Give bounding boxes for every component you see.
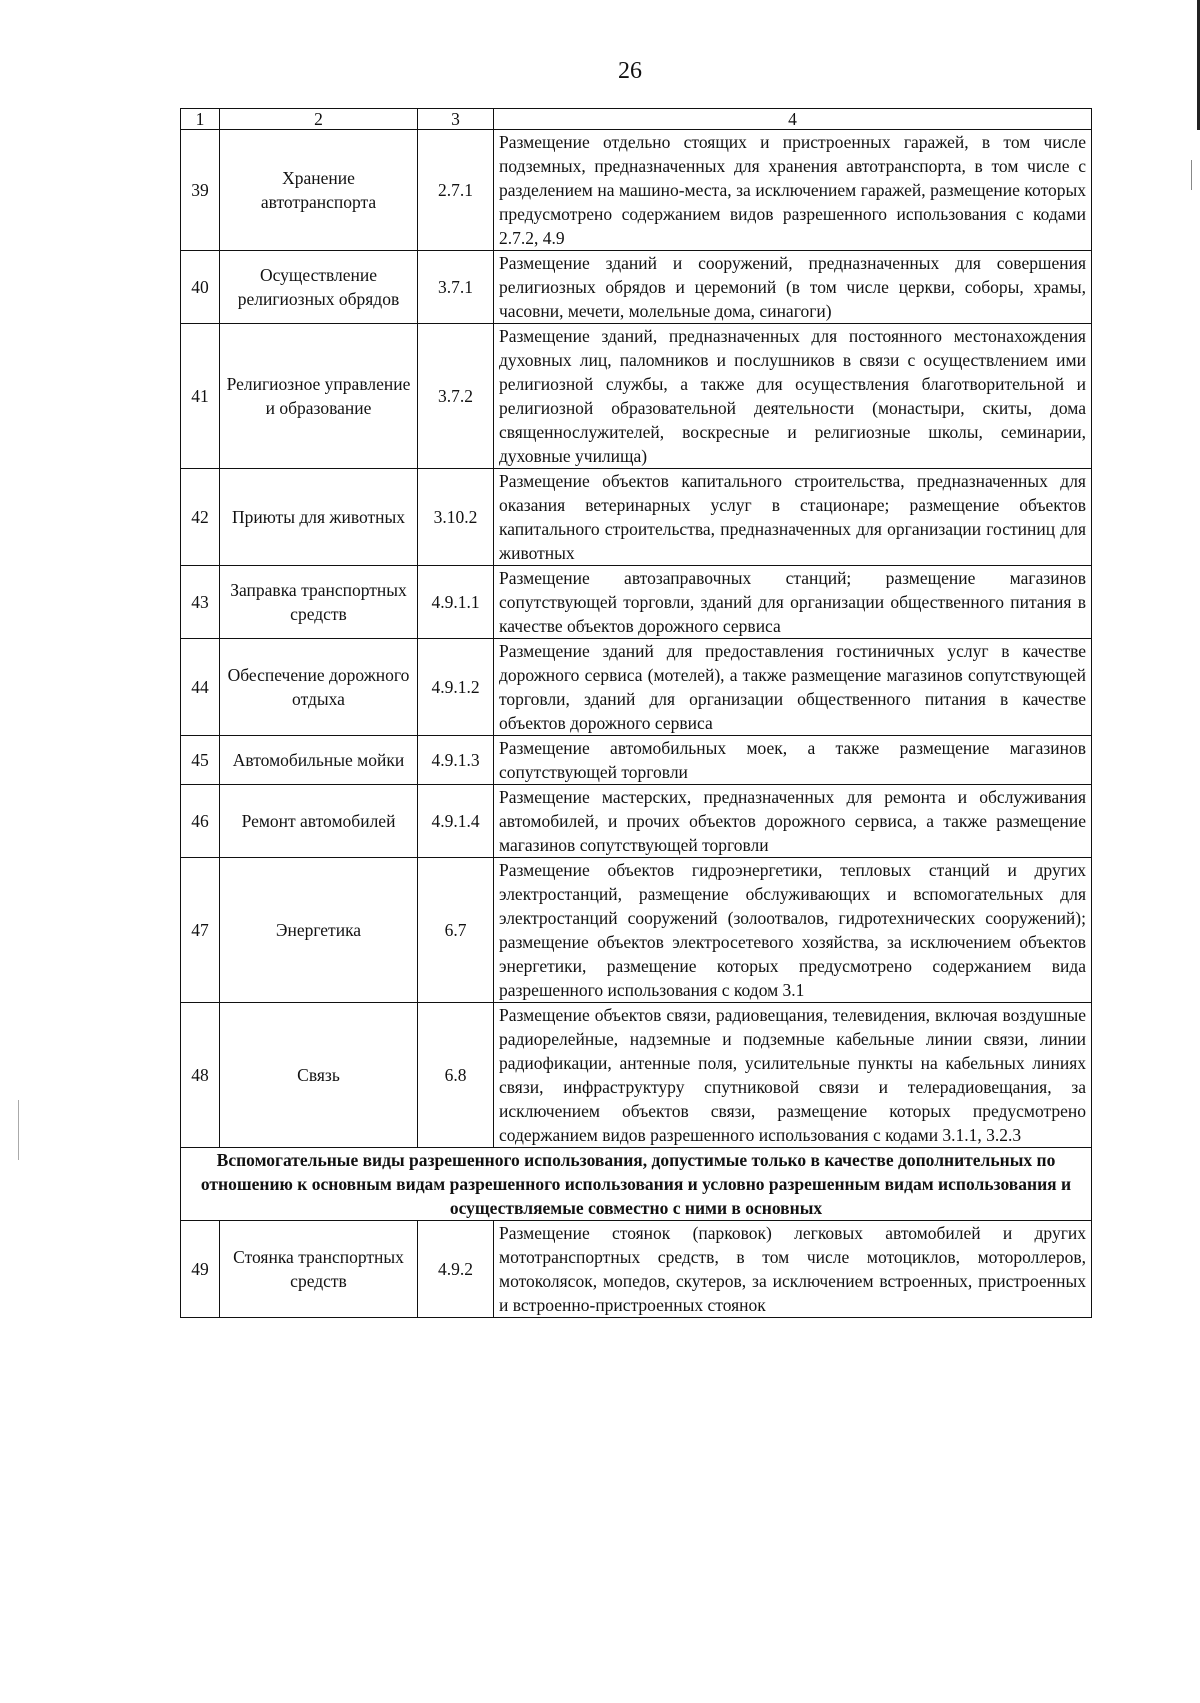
use-description-cell: Размещение отдельно стоящих и пристроенных гаражей, в том числе подземных, предназначенных для хранения автотранспорта, в том числе с разделением на машино-места, за исключением гаражей, размещение которых предусмотрено содержанием видов разрешенного использования с кодами 2.7.2, 4.9	[494, 130, 1092, 251]
row-number-cell: 47	[181, 858, 220, 1003]
land-use-table-wrapper	[180, 108, 1092, 1318]
use-code-cell: 4.9.1.1	[418, 566, 494, 639]
use-description-cell: Размещение объектов капитального строительства, предназначенных для оказания ветеринарных услуг в стационаре; размещение объектов капитального строительства, предназначенных для организации гостиниц для животных	[494, 469, 1092, 566]
header-cell-2: 2	[220, 109, 418, 130]
header-cell-3: 3	[418, 109, 494, 130]
use-description-cell: Размещение зданий для предоставления гостиничных услуг в качестве дорожного сервиса (мотелей), а также размещение магазинов сопутствующей торговли, зданий для организации общественного питания в качестве объектов дорожного сервиса	[494, 639, 1092, 736]
use-type-name-cell: Ремонт автомобилей	[220, 785, 418, 858]
use-code-cell: 2.7.1	[418, 130, 494, 251]
use-description-cell: Размещение зданий и сооружений, предназначенных для совершения религиозных обрядов и церемоний (в том числе церкви, соборы, храмы, часовни, мечети, молельные дома, синагоги)	[494, 251, 1092, 324]
table-row	[181, 785, 1092, 858]
row-number-cell: 39	[181, 130, 220, 251]
use-code-cell: 3.10.2	[418, 469, 494, 566]
table-row	[181, 130, 1092, 251]
page-number: 26	[618, 58, 642, 84]
table-row	[181, 251, 1092, 324]
row-number-cell: 41	[181, 324, 220, 469]
use-description-cell: Размещение автозаправочных станций; размещение магазинов сопутствующей торговли, зданий для организации общественного питания в качестве объектов дорожного сервиса	[494, 566, 1092, 639]
table-row	[181, 324, 1092, 469]
use-type-name-cell: Осуществление религиозных обрядов	[220, 251, 418, 324]
table-header-row	[181, 109, 1092, 130]
header-cell-1: 1	[181, 109, 220, 130]
row-number-cell: 42	[181, 469, 220, 566]
table-row	[181, 639, 1092, 736]
use-type-name-cell: Приюты для животных	[220, 469, 418, 566]
use-type-name-cell: Обеспечение дорожного отдыха	[220, 639, 418, 736]
row-number-cell: 49	[181, 1221, 220, 1318]
table-row	[181, 469, 1092, 566]
use-code-cell: 3.7.1	[418, 251, 494, 324]
row-number-cell: 46	[181, 785, 220, 858]
use-description-cell: Размещение мастерских, предназначенных для ремонта и обслуживания автомобилей, и прочих объектов дорожного сервиса, а также размещение магазинов сопутствующей торговли	[494, 785, 1092, 858]
use-type-name-cell: Автомобильные мойки	[220, 736, 418, 785]
scan-edge-mark-small	[1191, 160, 1192, 190]
row-number-cell: 40	[181, 251, 220, 324]
use-description-cell: Размещение объектов связи, радиовещания, телевидения, включая воздушные радиорелейные, надземные и подземные кабельные линии связи, линии радиофикации, антенные поля, усилительные пункты на кабельных линиях связи, инфраструктуру спутниковой связи и телерадиовещания, за исключением объектов связи, размещение которых предусмотрено содержанием видов разрешенного использования с кодами 3.1.1, 3.2.3	[494, 1003, 1092, 1148]
row-number-cell: 48	[181, 1003, 220, 1148]
use-code-cell: 3.7.2	[418, 324, 494, 469]
row-number-cell: 44	[181, 639, 220, 736]
use-type-name-cell: Энергетика	[220, 858, 418, 1003]
header-cell-4: 4	[494, 109, 1092, 130]
use-code-cell: 4.9.1.3	[418, 736, 494, 785]
use-type-name-cell: Хранение автотранспорта	[220, 130, 418, 251]
row-number-cell: 43	[181, 566, 220, 639]
use-type-name-cell: Стоянка транспортных средств	[220, 1221, 418, 1318]
use-description-cell: Размещение объектов гидроэнергетики, тепловых станций и других электростанций, размещение обслуживающих и вспомогательных для электростанций сооружений (золоотвалов, гидротехнических сооружений); размещение объектов электросетевого хозяйства, за исключением объектов энергетики, размещение которых предусмотрено содержанием вида разрешенного использования с кодом 3.1	[494, 858, 1092, 1003]
use-code-cell: 4.9.1.2	[418, 639, 494, 736]
use-description-cell: Размещение автомобильных моек, а также размещение магазинов сопутствующей торговли	[494, 736, 1092, 785]
section-heading: Вспомогательные виды разрешенного использования, допустимые только в качестве дополнительных по отношению к основным видам разрешенного использования и условно разрешенным видам использования и осуществляемые совместно с ними в основных	[181, 1148, 1092, 1221]
table-row	[181, 1003, 1092, 1148]
use-type-name-cell: Связь	[220, 1003, 418, 1148]
use-description-cell: Размещение зданий, предназначенных для постоянного местонахождения духовных лиц, паломников и послушников в связи с осуществлением ими религиозной службы, а также для осуществления благотворительной и религиозной образовательной деятельности (монастыри, скиты, дома священнослужителей, воскресные и религиозные школы, семинарии, духовные училища)	[494, 324, 1092, 469]
use-type-name-cell: Религиозное управление и образование	[220, 324, 418, 469]
use-code-cell: 4.9.1.4	[418, 785, 494, 858]
section-heading-row	[181, 1148, 1092, 1221]
table-row	[181, 566, 1092, 639]
use-description-cell: Размещение стоянок (парковок) легковых автомобилей и других мототранспортных средств, в том числе мотоциклов, мотороллеров, мотоколясок, мопедов, скутеров, за исключением встроенных, пристроенных и встроенно-пристроенных стоянок	[494, 1221, 1092, 1318]
land-use-table	[180, 108, 1092, 1318]
table-row	[181, 1221, 1092, 1318]
use-code-cell: 4.9.2	[418, 1221, 494, 1318]
use-type-name-cell: Заправка транспортных средств	[220, 566, 418, 639]
table-row	[181, 736, 1092, 785]
scan-left-mark	[18, 1100, 19, 1160]
use-code-cell: 6.8	[418, 1003, 494, 1148]
table-row	[181, 858, 1092, 1003]
use-code-cell: 6.7	[418, 858, 494, 1003]
row-number-cell: 45	[181, 736, 220, 785]
